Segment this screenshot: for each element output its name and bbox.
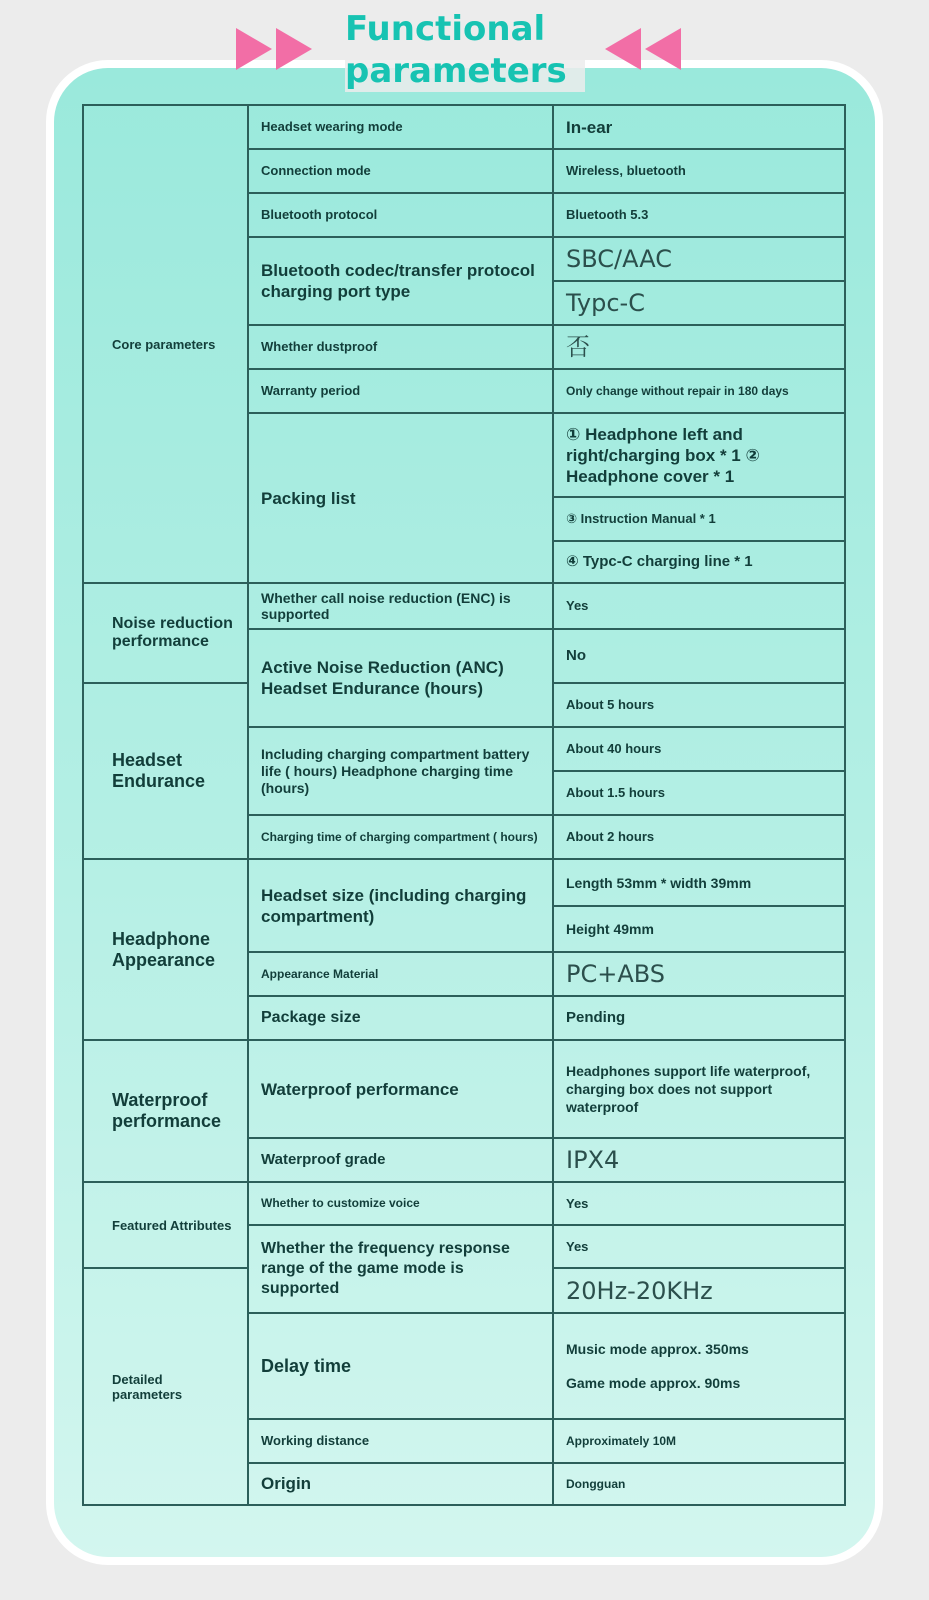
table-row (83, 105, 845, 149)
param-dustproof: Whether dustproof (248, 325, 553, 369)
param-distance: Working distance (248, 1419, 553, 1463)
category-waterproof: Waterproof performance (83, 1040, 248, 1182)
parameters-table (82, 104, 846, 1506)
category-detailed: Detailed parameters (83, 1268, 248, 1505)
value-port: Typc-C (553, 281, 845, 325)
value-delay-music: Music mode approx. 350ms (566, 1341, 749, 1357)
value-anc: No (553, 629, 845, 683)
value-package-size: Pending (553, 996, 845, 1040)
value-waterproof-grade: IPX4 (553, 1138, 845, 1182)
value-connection-mode: Wireless, bluetooth (553, 149, 845, 193)
param-material: Appearance Material (248, 952, 553, 996)
value-packing-3: ④ Typc-C charging line * 1 (553, 541, 845, 583)
param-waterproof-grade: Waterproof grade (248, 1138, 553, 1182)
param-delay: Delay time (248, 1313, 553, 1419)
page-title: Functional parameters (345, 8, 585, 92)
param-anc-endurance: Active Noise Reduction (ANC) Headset Endurance (hours) (248, 629, 553, 727)
value-charging: About 1.5 hours (553, 771, 845, 815)
value-delay-game: Game mode approx. 90ms (566, 1375, 741, 1391)
value-packing-2: ③ Instruction Manual * 1 (553, 497, 845, 541)
param-origin: Origin (248, 1463, 553, 1505)
table-row (83, 583, 845, 629)
value-box-charging: About 2 hours (553, 815, 845, 859)
value-delay (553, 1313, 845, 1419)
value-packing-1: ① Headphone left and right/charging box * 1 ② Headphone cover * 1 (553, 413, 845, 497)
param-battery-charging: Including charging compartment battery life ( hours) Headphone charging time (hours) (248, 727, 553, 815)
param-waterproof-perf: Waterproof performance (248, 1040, 553, 1138)
param-warranty: Warranty period (248, 369, 553, 413)
value-dustproof: 否 (553, 325, 845, 369)
value-material: PC+ABS (553, 952, 845, 996)
param-enc: Whether call noise reduction (ENC) is supported (248, 583, 553, 629)
param-box-charging: Charging time of charging compartment ( hours) (248, 815, 553, 859)
value-origin: Dongguan (553, 1463, 845, 1505)
param-wearing-mode: Headset wearing mode (248, 105, 553, 149)
left-arrow-icon (645, 28, 681, 70)
param-codec-port: Bluetooth codec/transfer protocol charging port type (248, 237, 553, 325)
table-row (83, 1040, 845, 1138)
param-package-size: Package size (248, 996, 553, 1040)
value-distance: Approximately 10M (553, 1419, 845, 1463)
value-custom-voice: Yes (553, 1182, 845, 1225)
value-height: Height 49mm (553, 906, 845, 952)
param-game-freq: Whether the frequency response range of the game mode is supported (248, 1225, 553, 1313)
right-arrow-icon (236, 28, 272, 70)
category-appearance: Headphone Appearance (83, 859, 248, 1040)
value-wearing-mode: In-ear (553, 105, 845, 149)
param-custom-voice: Whether to customize voice (248, 1182, 553, 1225)
category-core: Core parameters (83, 105, 248, 583)
right-arrow-icon (276, 28, 312, 70)
param-bt-protocol: Bluetooth protocol (248, 193, 553, 237)
category-endurance: Headset Endurance (83, 683, 248, 859)
value-endurance: About 5 hours (553, 683, 845, 727)
table-row (83, 859, 845, 906)
table-row (83, 1182, 845, 1225)
value-codec: SBC/AAC (553, 237, 845, 281)
value-game-mode: Yes (553, 1225, 845, 1268)
param-connection-mode: Connection mode (248, 149, 553, 193)
value-warranty: Only change without repair in 180 days (553, 369, 845, 413)
value-waterproof-perf: Headphones support life waterproof, charging box does not support waterproof (553, 1040, 845, 1138)
category-noise: Noise reduction performance (83, 583, 248, 683)
value-length-width: Length 53mm * width 39mm (553, 859, 845, 906)
value-freq-range: 20Hz-20KHz (553, 1268, 845, 1313)
value-bt-protocol: Bluetooth 5.3 (553, 193, 845, 237)
value-battery: About 40 hours (553, 727, 845, 771)
left-arrow-icon (605, 28, 641, 70)
category-featured: Featured Attributes (83, 1182, 248, 1268)
param-packing-list: Packing list (248, 413, 553, 583)
param-size: Headset size (including charging compartment) (248, 859, 553, 952)
value-enc: Yes (553, 583, 845, 629)
